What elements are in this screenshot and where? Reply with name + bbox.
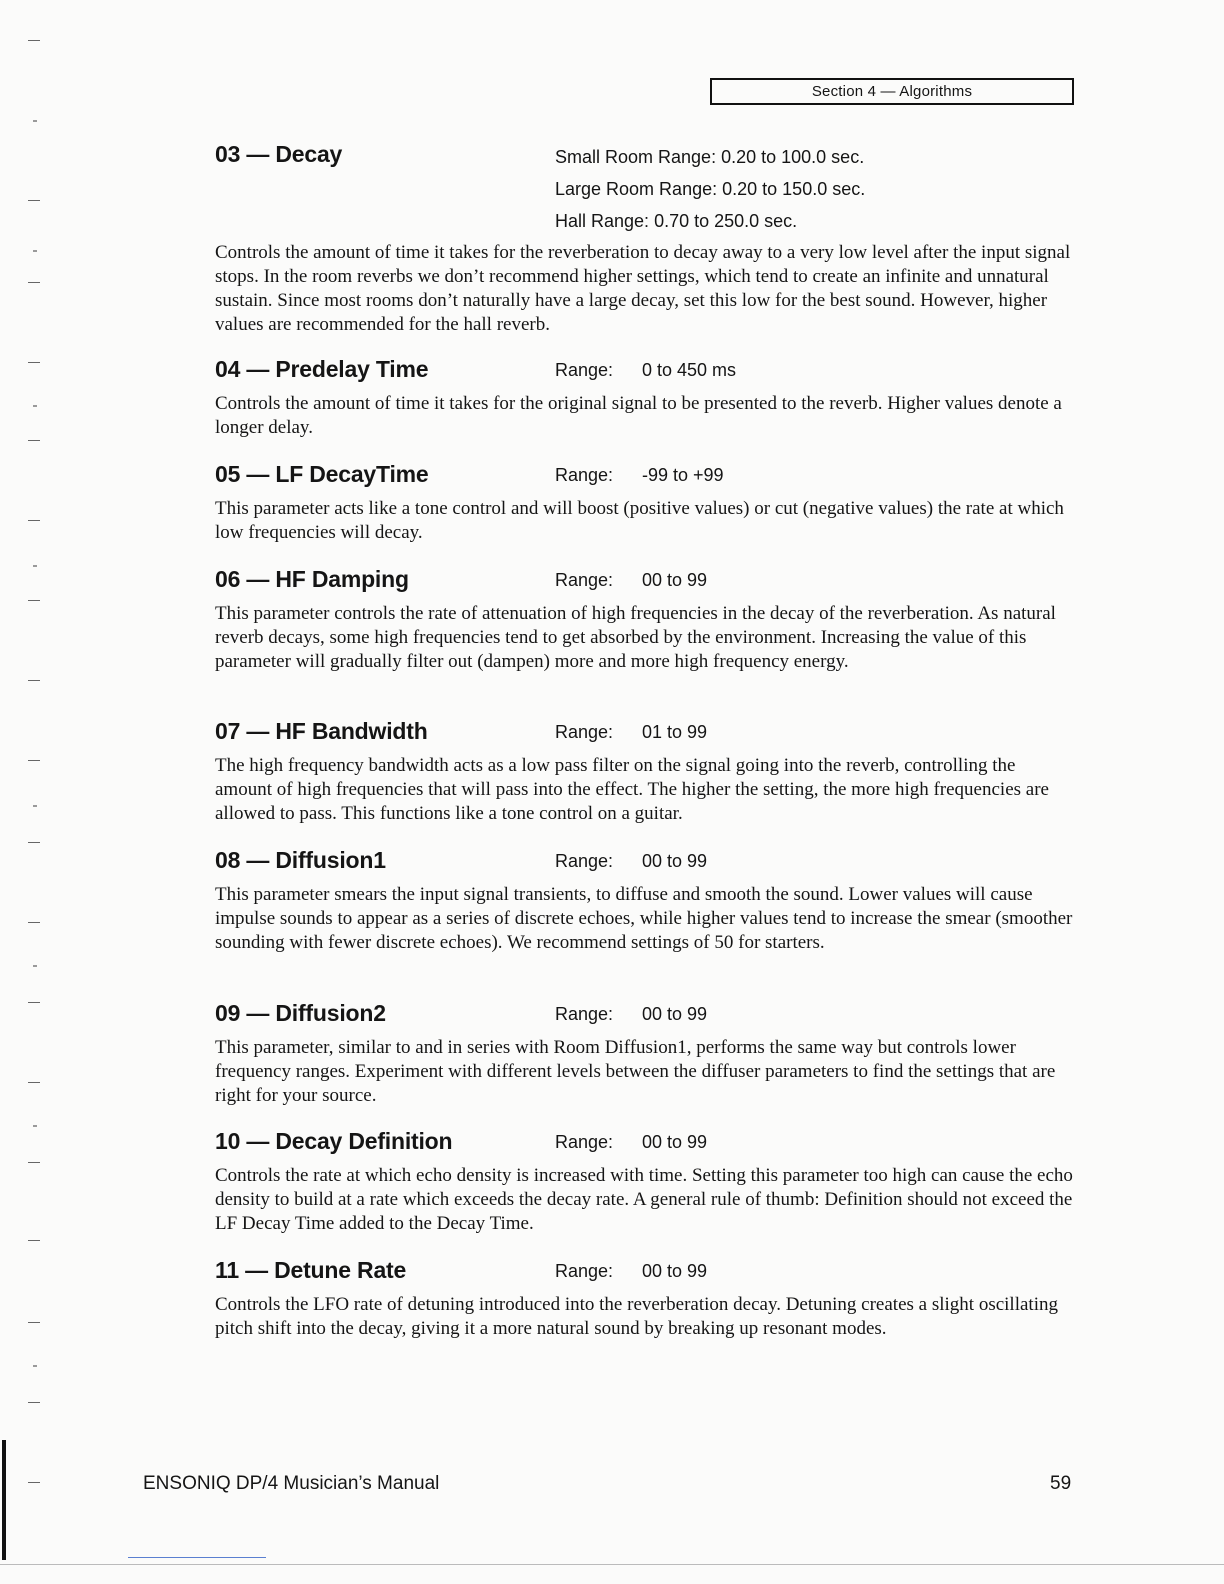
binding-shadow (2, 1440, 6, 1560)
parameter-title: 04 — Predelay Time (215, 356, 429, 382)
parameter-title: 11 — Detune Rate (215, 1257, 407, 1283)
parameter-description: This parameter smears the input signal transients, to diffuse and smooth the sound. Lower values will cause impulse sounds to appear as a series of discrete echoes, while higher values tend to increase the smear (smoother sounding with fewer discrete echoes). We recommend settings of 50 for starters. (215, 884, 1073, 953)
range-label: Hall Range: (555, 211, 650, 231)
range-label: Range: (555, 1261, 614, 1281)
range-value: 00 to 99 (642, 851, 708, 871)
parameter-description: The high frequency bandwidth acts as a low pass filter on the signal going into the reverb, controlling the amount of high frequencies that will pass into the effect. The higher the setting, the more high frequencies are allowed to pass. This functions like a tone control on a guitar. (215, 755, 1049, 824)
range-row (555, 360, 736, 381)
parameter-title: 07 — HF Bandwidth (215, 718, 428, 744)
binding-mark (28, 362, 40, 363)
binding-mark (28, 1482, 40, 1483)
range-row (555, 570, 707, 591)
binding-mark (28, 760, 40, 761)
section-title: Section 4 — Algorithms (811, 83, 973, 100)
parameter-title: 09 — Diffusion2 (215, 1000, 386, 1026)
range-value: 01 to 99 (642, 722, 708, 742)
range-row (555, 851, 707, 872)
binding-tick (33, 250, 37, 252)
range-label: Range: (555, 1132, 614, 1152)
parameter-title: 06 — HF Damping (215, 566, 409, 592)
footer-page-number: 59 (1050, 1473, 1072, 1494)
parameter-description: Controls the amount of time it takes for the reverberation to decay away to a very low level after the input signal stops. In the room reverbs we don’t recommend higher settings, which tend to create an infinite and unnatural sustain. Since most rooms don’t naturally have a large decay, set this low for the best sound. However, higher values are recommended for the hall reverb. (215, 242, 1071, 335)
range-label: Range: (555, 360, 614, 380)
binding-tick (33, 1125, 37, 1127)
parameter-title: 05 — LF DecayTime (215, 461, 429, 487)
range-row-hall (555, 211, 797, 232)
parameter-description: Controls the amount of time it takes for the original signal to be presented to the reverb. Higher values denote a longer delay. (215, 393, 1062, 438)
binding-mark (28, 282, 40, 283)
binding-mark (28, 842, 40, 843)
binding-mark (28, 440, 40, 441)
range-row (555, 1132, 707, 1153)
range-value: 00 to 99 (642, 1004, 708, 1024)
range-label: Range: (555, 570, 614, 590)
range-label: Range: (555, 1004, 614, 1024)
parameter-title: 03 — Decay (215, 141, 343, 167)
range-label: Large Room Range: (555, 179, 718, 199)
binding-mark (28, 1162, 40, 1163)
parameter-description: Controls the LFO rate of detuning introduced into the reverberation decay. Detuning creates a slight oscillating pitch shift into the decay, giving it a more natural sound by breaking up resonant modes. (215, 1294, 1058, 1339)
range-value: 00 to 99 (642, 570, 708, 590)
range-value: 00 to 99 (642, 1132, 708, 1152)
binding-margin (0, 0, 44, 1584)
bottom-link-underline (128, 1557, 266, 1558)
range-value: 00 to 99 (642, 1261, 708, 1281)
binding-tick (33, 405, 37, 407)
range-row (555, 1261, 707, 1282)
binding-mark (28, 922, 40, 923)
range-row (555, 465, 724, 486)
binding-mark (28, 600, 40, 601)
binding-mark (28, 1002, 40, 1003)
parameter-description: Controls the rate at which echo density is increased with time. Setting this parameter too high can cause the echo density to build at a rate which exceeds the decay rate. A general rule of thumb: Definition should not exceed the LF Decay Time added to the Decay Time. (215, 1165, 1073, 1234)
parameter-description: This parameter acts like a tone control and will boost (positive values) or cut (negative values) the rate at which low frequencies will decay. (215, 498, 1064, 543)
binding-mark (28, 1322, 40, 1323)
range-label: Range: (555, 722, 614, 742)
range-label: Small Room Range: (555, 147, 717, 167)
binding-mark (28, 1240, 40, 1241)
parameter-title: 08 — Diffusion1 (215, 847, 386, 873)
binding-mark (28, 1082, 40, 1083)
range-value: -99 to +99 (642, 465, 724, 485)
binding-mark (28, 520, 40, 521)
parameter-description: This parameter, similar to and in series with Room Diffusion1, performs the same way but controls lower frequency ranges. Experiment with different levels between the diffuser parameters to find the settings that are right for your source. (215, 1037, 1056, 1106)
page-edge-rule (0, 1564, 1224, 1565)
binding-mark (28, 1402, 40, 1403)
binding-tick (33, 805, 37, 807)
binding-tick (33, 1365, 37, 1367)
binding-mark (28, 40, 40, 41)
binding-tick (33, 965, 37, 967)
section-header (710, 78, 1074, 105)
range-row-small-room (555, 147, 864, 168)
range-value: 0.20 to 150.0 sec. (722, 179, 866, 199)
binding-mark (28, 200, 40, 201)
range-row (555, 722, 707, 743)
binding-tick (33, 565, 37, 567)
parameter-title: 10 — Decay Definition (215, 1128, 453, 1154)
range-label: Range: (555, 851, 614, 871)
footer-manual-title: ENSONIQ DP/4 Musician’s Manual (143, 1473, 440, 1494)
range-value: 0 to 450 ms (642, 360, 737, 380)
range-value: 0.20 to 100.0 sec. (721, 147, 865, 167)
range-label: Range: (555, 465, 614, 485)
binding-tick (33, 120, 37, 122)
range-row-large-room (555, 179, 865, 200)
binding-mark (28, 680, 40, 681)
range-value: 0.70 to 250.0 sec. (654, 211, 798, 231)
parameter-description: This parameter controls the rate of attenuation of high frequencies in the decay of the reverberation. As natural reverb decays, some high frequencies tend to get absorbed by the environment. Increasing the value of this parameter will gradually filter out (dampen) more and more high frequency energy. (215, 603, 1056, 672)
range-row (555, 1004, 707, 1025)
